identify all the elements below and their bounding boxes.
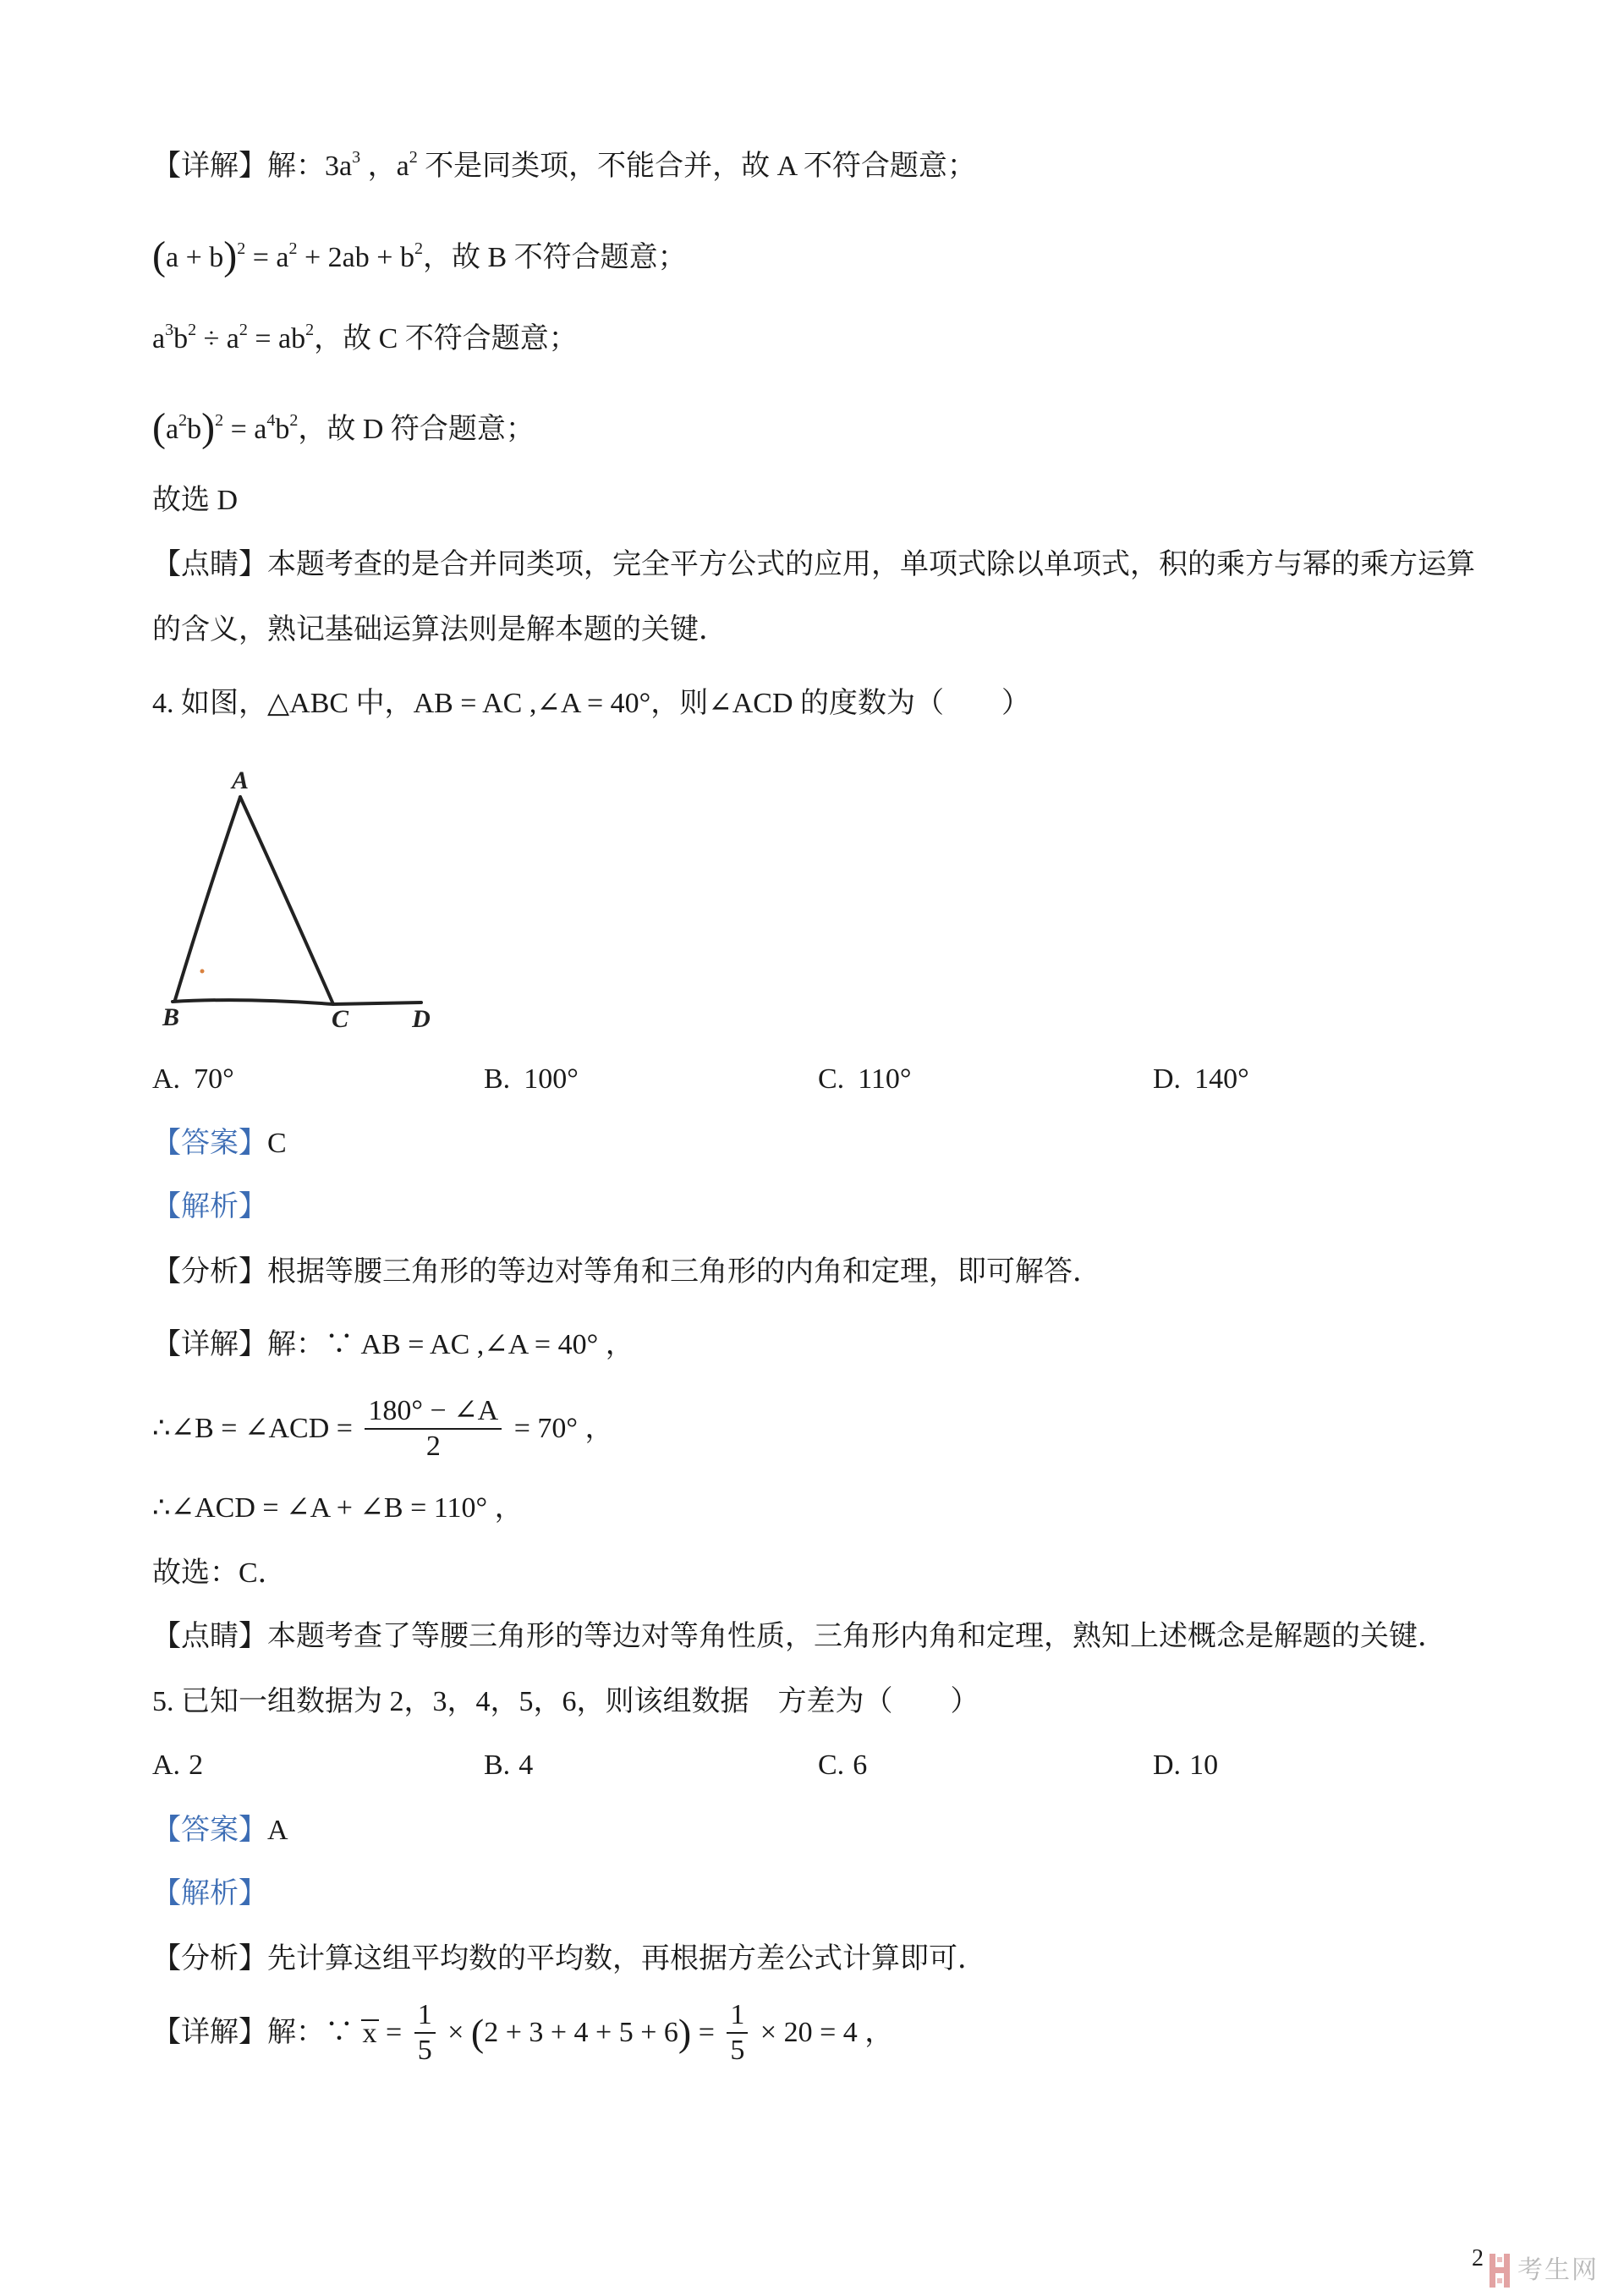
q4-option-c [818,1059,912,1100]
math-expression: × 20 = 4 ， [753,2017,894,2048]
triangle-side-ac [240,797,333,1004]
math-expression: 2 + 3 + 4 + 5 + 6 [484,2017,678,2048]
math-expression: AB = AC ,∠A = 40° [360,1329,599,1360]
option-value: 2 [189,1749,204,1781]
q4-option-a [152,1059,234,1100]
math-expression: ∴∠B = ∠ACD = [152,1413,360,1444]
exponent: 2 [188,321,197,339]
answer-label: 【答案】 [152,1815,267,1846]
option-value: 10 [1189,1749,1219,1781]
q4-option-b [484,1059,579,1100]
remark-text: 的含义，熟记基础运算法则是解本题的关键． [152,614,727,645]
detail-label: 【详解】 [152,151,267,182]
remark-text: 本题考查的是合并同类项，完全平方公式的应用，单项式除以单项式，积的乘方与幂的乘方运算 [267,549,1475,580]
vertex-label-a: A [231,766,250,794]
math-term: = a [223,414,267,445]
q4-choice [152,1553,287,1594]
math-expression: = 70° ， [507,1413,614,1444]
option-key: B. [484,1063,511,1095]
option-key: C. [818,1749,845,1781]
fraction [365,1394,502,1464]
solution-text: ，故 C 不符合题意； [314,323,578,354]
remark-text: 本题考查了等腰三角形的等边对等角性质，三角形内角和定理，熟知上述概念是解题的关键． [267,1621,1446,1652]
q3-detail-line-4 [152,405,535,450]
option-value: 6 [853,1749,868,1781]
close-paren: ) [201,405,216,450]
math-term: a + b [165,242,224,273]
q3-detail-line-2 [152,233,687,278]
exponent: 2 [237,239,246,258]
exponent: 2 [305,321,315,339]
triangle-figure [152,761,440,1041]
option-key: D. [1153,1749,1182,1781]
q4-remark [152,1617,1446,1657]
math-term: b [187,414,202,445]
mean-symbol: x [362,2018,377,2049]
exponent: 2 [178,411,188,430]
open-paren: ( [470,2011,485,2054]
exponent: 4 [266,411,276,430]
option-key: B. [484,1749,511,1781]
fraction [414,1998,436,2068]
q4-stem [152,684,1030,724]
exponent: 2 [215,411,224,430]
stem-text: 的度数为（ ） [793,688,1031,719]
solution-text: 解： [267,151,325,182]
exponent: 2 [414,239,423,258]
page-number: 2 [1472,2245,1484,2271]
triangle-side-ab [175,797,240,1000]
q4-detail-line-3 [152,1488,524,1529]
q4-detail-line-2 [152,1394,614,1464]
q5-option-c [818,1745,867,1786]
q4-analysis [152,1187,267,1228]
fenxi-text: 根据等腰三角形的等边对等角和三角形的内角和定理，即可解答． [267,1256,1101,1288]
exponent: 2 [239,321,248,339]
vertex-label-c: C [331,1005,349,1033]
denominator: 2 [425,1431,441,1462]
open-paren: ( [152,233,166,278]
fenxi-label: 【分析】 [152,1943,267,1975]
stem-math: ∠ACD [708,688,793,719]
math-expression: × [440,2017,471,2048]
q5-option-a [152,1745,203,1786]
stem-math: AB = AC ,∠A = 40° [413,688,651,719]
option-value: 4 [518,1749,534,1781]
q3-remark-line-1 [152,545,1475,585]
option-value: 110° [858,1063,912,1095]
answer-value: C [267,1128,287,1159]
choice-text: 故选 D [152,485,239,516]
logo-icon [1489,2252,1511,2289]
math-term: = ab [247,323,306,354]
marker-dot [200,969,205,974]
q5-analysis [152,1874,267,1914]
choice-text: 故选：C． [152,1557,287,1589]
stem-text: 中， [348,688,414,719]
q4-detail-line-1 [152,1325,634,1365]
math-term: a [165,414,179,445]
q5-answer [152,1810,288,1851]
option-key: A. [152,1063,181,1095]
question-number: 4. [152,688,181,719]
fenxi-text: 先计算这组平均数的平均数，再根据方差公式计算即可． [267,1943,986,1975]
stem-math: △ABC [267,688,349,719]
close-paren: ) [223,233,238,278]
solution-text: ，故 B 不符合题意； [422,242,687,273]
option-value: 70° [194,1063,234,1095]
numerator: 1 [727,1998,748,2034]
watermark-logo [1489,2252,1599,2289]
option-key: C. [818,1063,845,1095]
q3-choice [152,481,238,521]
math-term: + 2ab + b [297,242,414,273]
exponent: 3 [352,148,361,167]
point-label-d: D [412,1005,431,1033]
q3-remark-line-2 [152,610,727,651]
q5-stem [152,1682,979,1722]
exponent: 2 [289,411,299,430]
exponent: 3 [165,321,174,339]
remark-label: 【点睛】 [152,549,267,580]
option-key: A. [152,1749,181,1781]
base-line-bd [173,1000,421,1004]
solution-text: 解：∵ [267,1329,361,1360]
watermark-text: 考生网 [1517,2255,1599,2285]
denominator: 5 [730,2035,745,2066]
q5-fenxi [152,1939,986,1980]
math-term: b [275,414,290,445]
answer-value: A [267,1815,288,1846]
close-paren: ) [678,2011,692,2054]
option-key: D. [1153,1063,1182,1095]
q5-detail-line-1 [152,1998,893,2068]
solution-text: ， [360,151,397,182]
numerator: 180° − ∠A [365,1394,502,1430]
math-term: b [173,323,189,354]
math-term: a [396,151,409,182]
analysis-label: 【解析】 [152,1878,267,1909]
stem-text: 如图， [181,688,267,719]
stem-text: 已知一组数据为 2，3，4，5，6，则该组数据 方差为（ ） [181,1686,979,1717]
q5-option-b [484,1745,533,1786]
remark-label: 【点睛】 [152,1621,267,1652]
solution-text: 不是同类项，不能合并，故 A 不符合题意； [417,151,976,182]
option-value: 140° [1194,1063,1249,1095]
open-paren: ( [152,405,166,450]
fenxi-label: 【分析】 [152,1256,267,1288]
stem-text: ，则 [650,688,709,719]
option-value: 100° [524,1063,579,1095]
q4-option-d [1153,1059,1249,1100]
answer-label: 【答案】 [152,1128,267,1159]
math-term: ÷ a [196,323,239,354]
math-expression: = [378,2017,409,2048]
q3-detail-line-1 [152,146,976,187]
math-term: a [152,323,166,354]
detail-label: 【详解】 [152,1329,267,1360]
denominator: 5 [417,2035,432,2066]
fraction [727,1998,748,2068]
exponent: 2 [288,239,298,258]
q4-fenxi [152,1252,1101,1293]
detail-label: 【详解】 [152,2017,267,2048]
solution-text: ， [598,1329,634,1360]
math-expression: = [691,2017,722,2048]
q4-answer [152,1123,287,1164]
math-term: 3a [325,151,353,182]
q3-detail-line-3 [152,319,578,360]
question-number: 5. [152,1686,181,1717]
q5-option-d [1153,1745,1218,1786]
exponent: 2 [409,148,418,167]
vertex-label-b: B [162,1003,180,1031]
numerator: 1 [414,1998,436,2034]
analysis-label: 【解析】 [152,1191,267,1222]
solution-text: ，故 D 符合题意； [298,414,535,445]
math-expression: ∴∠ACD = ∠A + ∠B = 110° ， [152,1492,524,1524]
math-term: = a [245,242,289,273]
solution-text: 解：∵ [267,2017,361,2048]
